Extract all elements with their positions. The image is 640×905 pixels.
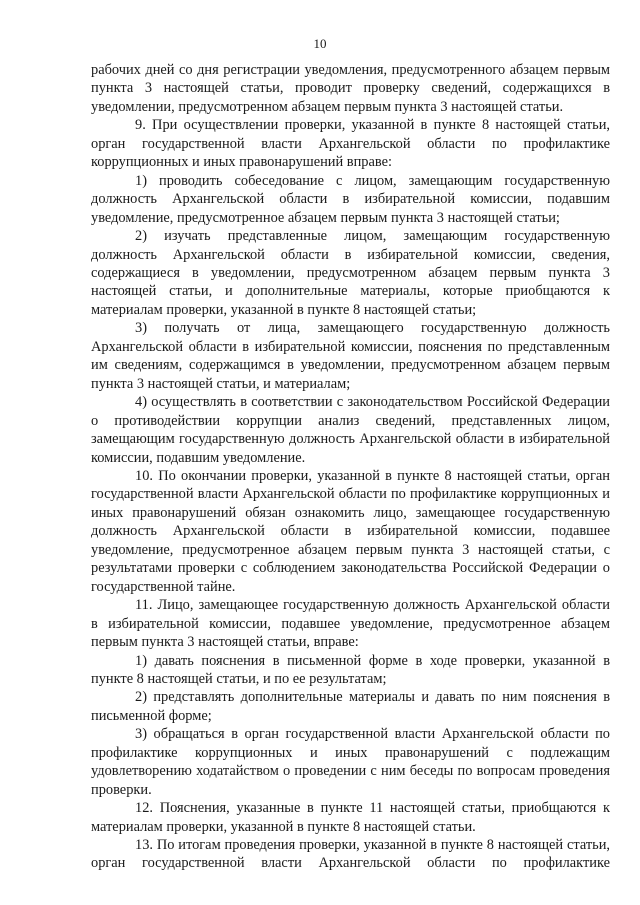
paragraph-item-13: 13. По итогам проведения проверки, указанной в пункте 8 настоящей статьи, орган государственной власти Архангельской области по профилактике <box>91 837 610 872</box>
paragraph-item-9-1: 1) проводить собеседование с лицом, замещающим государственную должность Архангельской области в избирательной комиссии, подавшим уведомление, предусмотренное абзацем первым пункта 3 настоящей статьи; <box>91 172 610 226</box>
paragraph-item-9-3: 3) получать от лица, замещающего государственную должность Архангельской области в избирательной комиссии, пояснения по представленным им сведениям, содержащимся в уведомлении, предусмотренном абзацем первым пункта 3 настоящей статьи, и материалам; <box>91 320 610 392</box>
paragraph-continuation: рабочих дней со дня регистрации уведомления, предусмотренного абзацем первым пункта 3 настоящей статьи, проводит проверку сведений, содержащихся в уведомлении, предусмотренном абзацем первым пункта 3 настоящей статьи. <box>91 62 610 115</box>
paragraph-item-10: 10. По окончании проверки, указанной в пункте 8 настоящей статьи, орган государственной власти Архангельской области по профилактике коррупционных и иных правонарушений обязан ознакомить лицо, замещающее государственную должность Архангельской области в избирательной комиссии, подавшее уведомление, предусмотренное абзацем первым пункта 3 настоящей статьи, с результатами проверки с соблюдением законодательства Российской Федерации о государственной тайне. <box>91 467 610 595</box>
paragraph-item-11-3: 3) обращаться в орган государственной власти Архангельской области по профилактике коррупционных и иных правонарушений с подлежащим удовлетворению ходатайством о проведении с ним беседы по вопросам проведения проверки. <box>91 726 610 798</box>
paragraph-item-9-4: 4) осуществлять в соответствии с законодательством Российской Федерации о противодействии коррупции анализ сведений, представленных лицом, замещающим государственную должность Архангельской области в избирательной комиссии, подавшим уведомление. <box>91 394 610 466</box>
paragraph-item-11-2: 2) представлять дополнительные материалы и давать по ним пояснения в письменной форме; <box>91 689 610 724</box>
paragraph-item-11-1: 1) давать пояснения в письменной форме в ходе проверки, указанной в пункте 8 настоящей статьи, и по ее результатам; <box>91 652 610 687</box>
paragraph-item-9-2: 2) изучать представленные лицом, замещающим государственную должность Архангельской области в избирательной комиссии, сведения, содержащиеся в уведомлении, предусмотренном абзацем первым пункта 3 настоящей статьи, и дополнительные материалы, которые приобщаются к материалам проверки, указанной в пункте 8 настоящей статьи; <box>91 228 610 318</box>
paragraph-item-9: 9. При осуществлении проверки, указанной в пункте 8 настоящей статьи, орган государственной власти Архангельской области по профилактике коррупционных и иных правонарушений вправе: <box>91 117 610 171</box>
page-number: 10 <box>313 36 327 51</box>
paragraph-item-11: 11. Лицо, замещающее государственную должность Архангельской области в избирательной комиссии, подавшее уведомление, предусмотренное абзацем первым пункта 3 настоящей статьи, вправе: <box>91 597 610 651</box>
document-body <box>91 61 610 873</box>
paragraph-item-12: 12. Пояснения, указанные в пункте 11 настоящей статьи, приобщаются к материалам проверки, указанной в пункте 8 настоящей статьи. <box>91 800 610 835</box>
